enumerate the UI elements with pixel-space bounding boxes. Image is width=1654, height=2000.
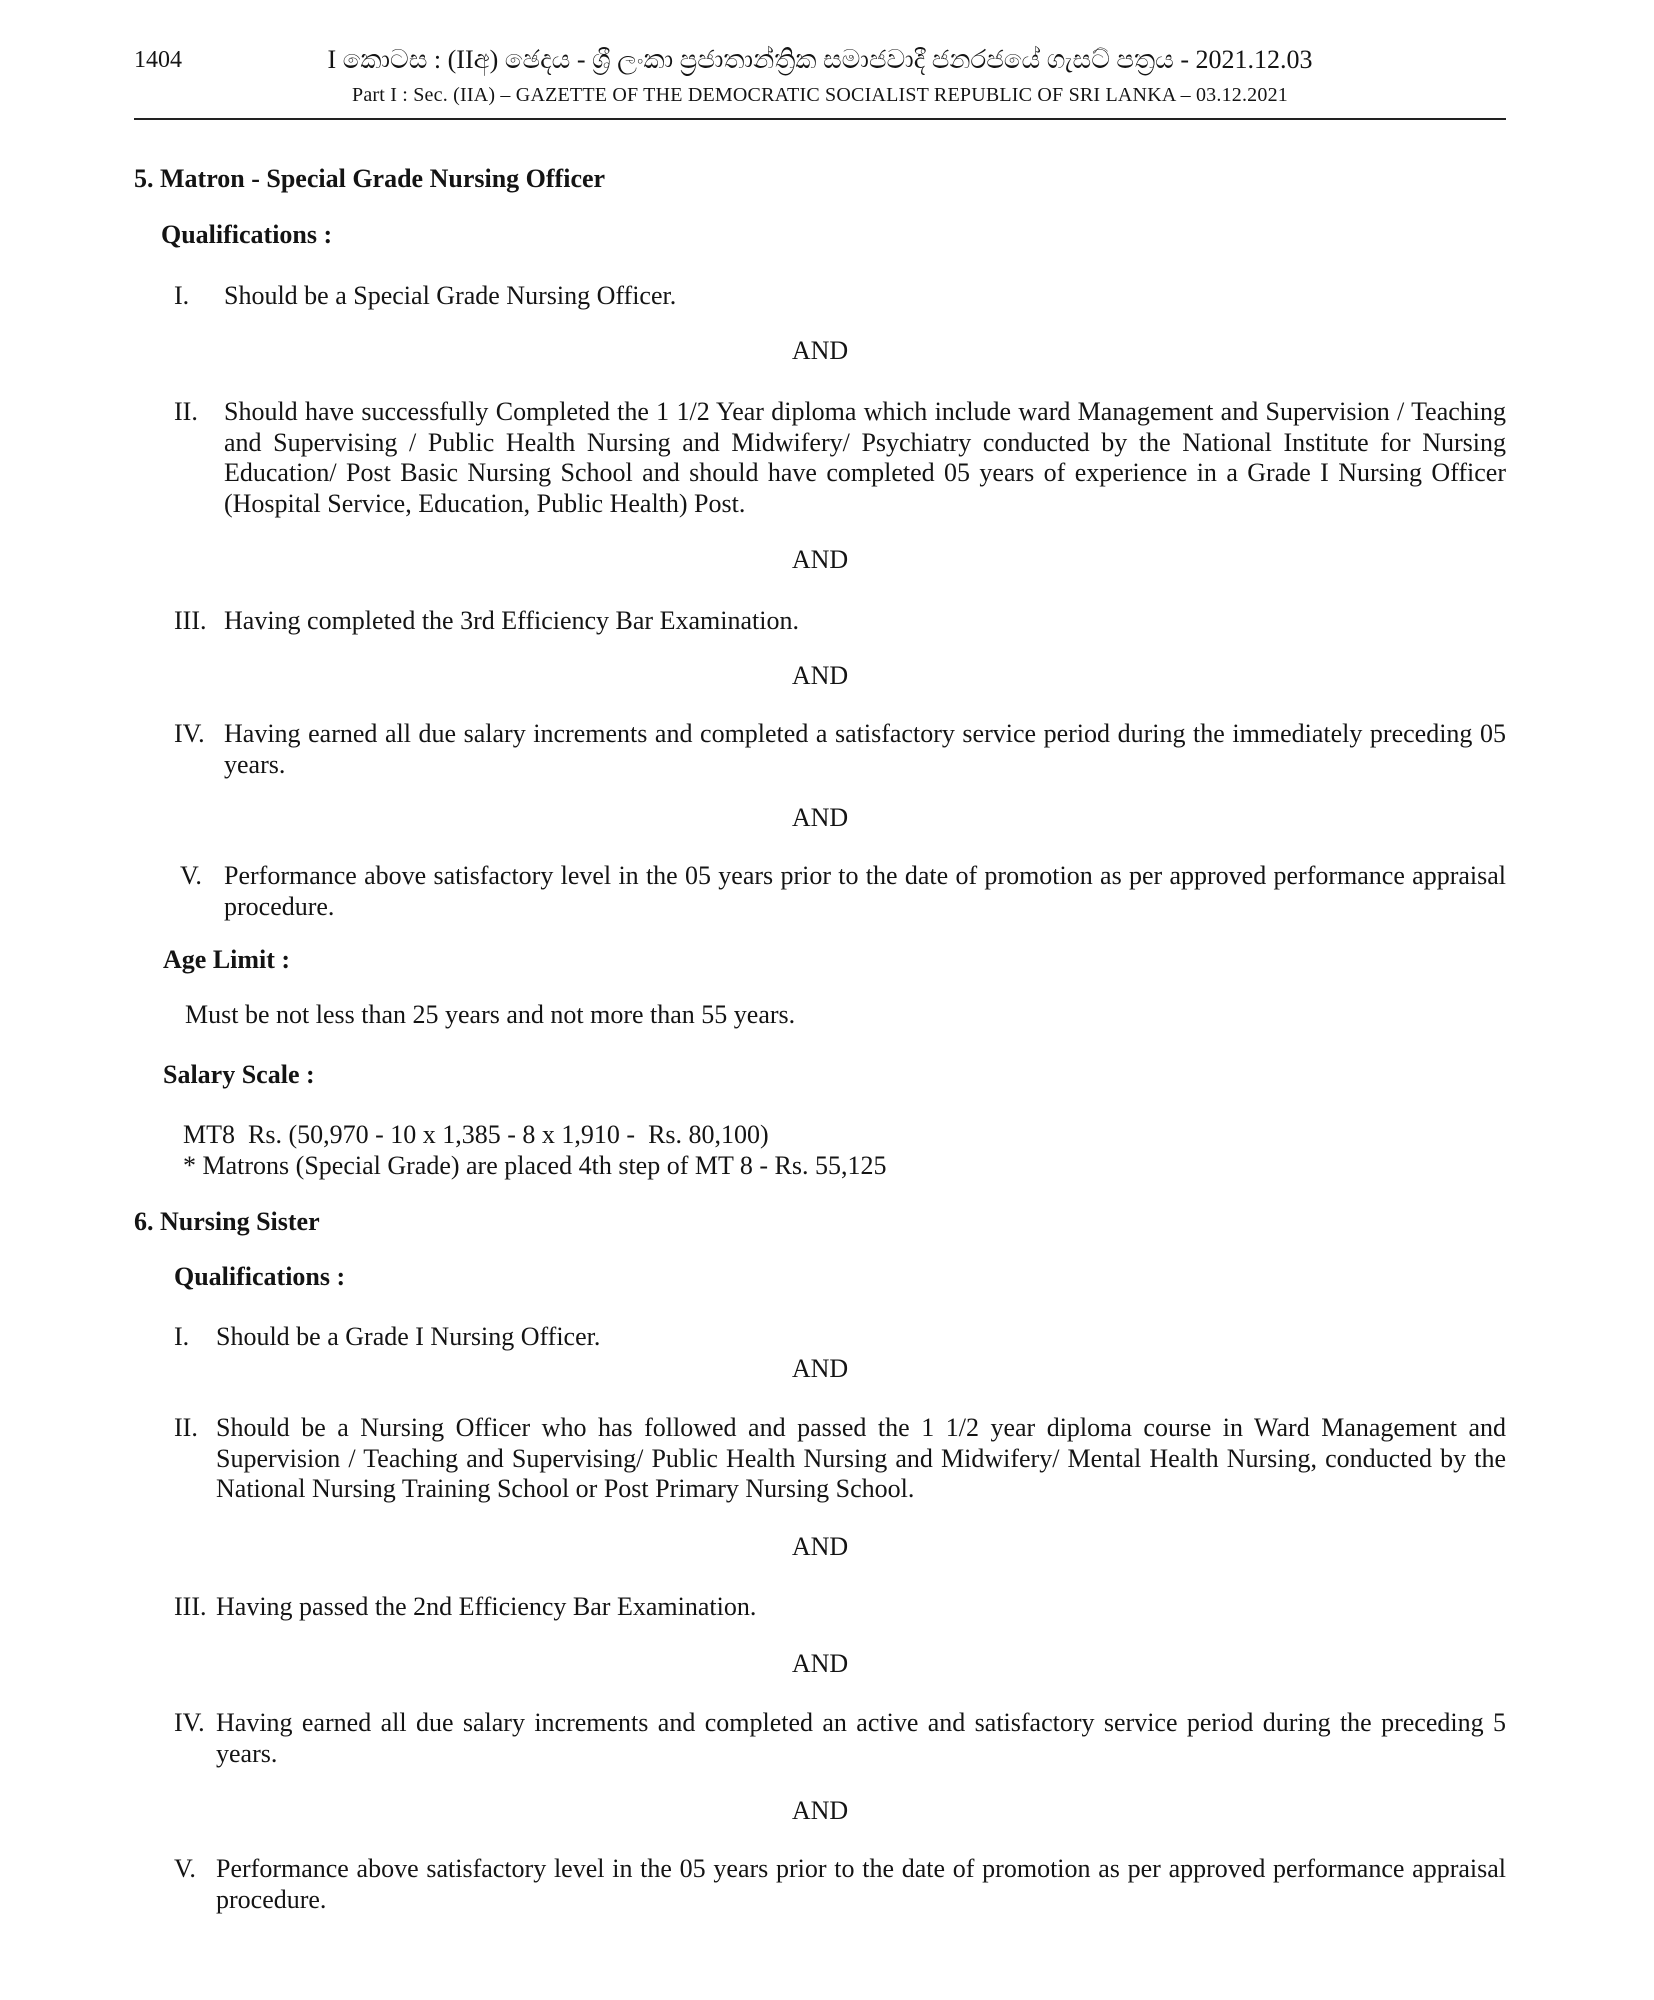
section6-item-3-number: III. <box>174 1592 207 1621</box>
section6-qualifications-label: Qualifications : <box>174 1262 346 1291</box>
header-divider <box>134 118 1506 120</box>
section6-and-2: AND <box>791 1532 849 1561</box>
section5-and-1: AND <box>791 336 849 365</box>
section5-item-4-number: IV. <box>174 719 205 748</box>
section5-salary-label: Salary Scale : <box>163 1060 315 1089</box>
section6-item-5-number: V. <box>174 1854 196 1883</box>
section6-item-1-number: I. <box>174 1322 190 1351</box>
section5-item-5-text: Performance above satisfactory level in the 05 years prior to the date of promotion as per approved performance appraisal procedure. <box>224 861 1506 921</box>
section5-item-1-text: Should be a Special Grade Nursing Officer. <box>224 281 677 310</box>
section5-qualifications-label: Qualifications : <box>161 220 333 249</box>
section5-age-limit-label: Age Limit : <box>163 945 291 974</box>
section5-and-3: AND <box>791 661 849 690</box>
section5-and-2: AND <box>791 545 849 574</box>
header-sinhala-title: I කොටස : (IIඅ) ඡෙදය - ශ්‍රී ලංකා ප්‍රජාතාන්ත්‍රික සමාජවාදී ජනරජයේ ගැසට් පත්‍රය - 2021.12.03 <box>327 45 1313 74</box>
section6-item-2-text: Should be a Nursing Officer who has followed and passed the 1 1/2 year diploma course in Ward Management and Supervision / Teaching and Supervising/ Public Health Nursing and Midwifery/ Mental Health Nursing, conducted by the National Nursing Training School or Post Primary Nursing School. <box>216 1413 1506 1503</box>
section6-item-5-text: Performance above satisfactory level in the 05 years prior to the date of promotion as per approved performance appraisal procedure. <box>216 1854 1506 1914</box>
section6-and-4: AND <box>791 1796 849 1825</box>
section6-and-3: AND <box>791 1649 849 1678</box>
section6-item-3-text: Having passed the 2nd Efficiency Bar Examination. <box>216 1592 757 1621</box>
section5-salary-line-1: MT8 Rs. (50,970 - 10 x 1,385 - 8 x 1,910 - Rs. 80,100) <box>183 1120 769 1149</box>
section5-item-1-number: I. <box>174 281 190 310</box>
section5-item-2-number: II. <box>174 397 198 426</box>
section6-item-2-number: II. <box>174 1413 198 1442</box>
section5-item-3-text: Having completed the 3rd Efficiency Bar Examination. <box>224 606 799 635</box>
section5-item-3-number: III. <box>174 606 207 635</box>
section6-item-4-text: Having earned all due salary increments and completed an active and satisfactory service period during the preceding 5 years. <box>216 1708 1506 1768</box>
header-english-title: Part I : Sec. (IIA) – GAZETTE OF THE DEMOCRATIC SOCIALIST REPUBLIC OF SRI LANKA – 03.12.2021 <box>352 84 1288 106</box>
page-number: 1404 <box>134 47 182 73</box>
section5-item-5-number: V. <box>180 861 202 890</box>
section5-heading: 5. Matron - Special Grade Nursing Officer <box>134 164 606 193</box>
section5-salary-line-2: * Matrons (Special Grade) are placed 4th step of MT 8 - Rs. 55,125 <box>183 1151 887 1180</box>
section6-item-1-text: Should be a Grade I Nursing Officer. <box>216 1322 601 1351</box>
section5-age-limit-text: Must be not less than 25 years and not more than 55 years. <box>185 1000 796 1029</box>
section6-heading: 6. Nursing Sister <box>134 1207 320 1236</box>
section6-and-1: AND <box>791 1354 849 1383</box>
section5-and-4: AND <box>791 803 849 832</box>
section6-item-4-number: IV. <box>174 1708 205 1737</box>
section5-item-4-text: Having earned all due salary increments and completed a satisfactory service period during the immediately preceding 05 years. <box>224 719 1506 779</box>
section5-item-2-text: Should have successfully Completed the 1 1/2 Year diploma which include ward Management and Supervision / Teaching and Supervising / Public Health Nursing and Midwifery/ Psychiatry conducted by the National Institute for Nursing Education/ Post Basic Nursing School and should have completed 05 years of experience in a Grade I Nursing Officer (Hospital Service, Education, Public Health) Post. <box>224 397 1506 518</box>
